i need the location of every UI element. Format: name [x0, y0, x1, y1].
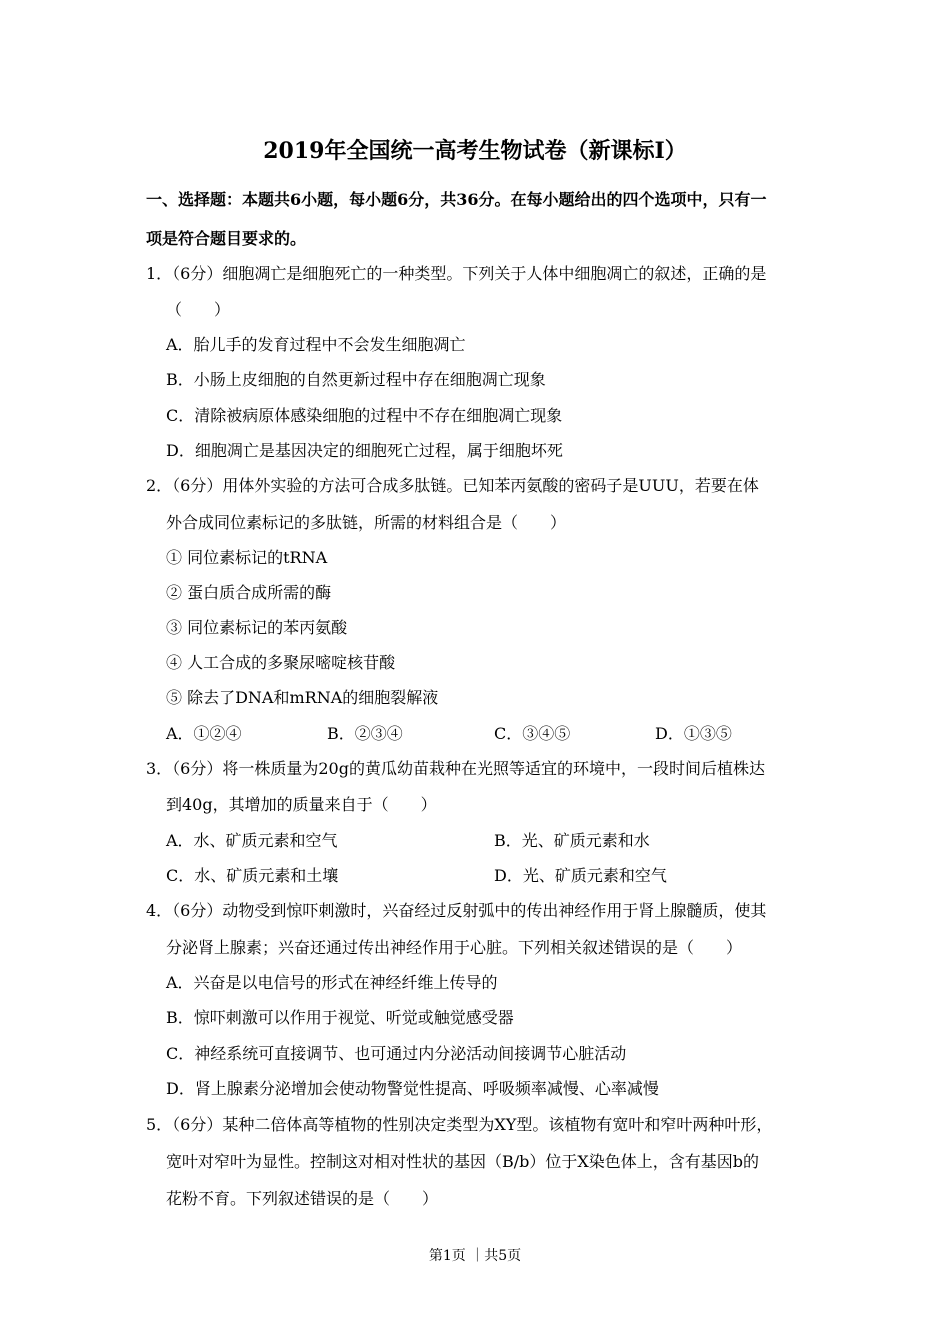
question-2-stem-line2: 外合成同位素标记的多肽链，所需的材料组合是（ ）	[166, 513, 567, 532]
question-5-stem-line3: 花粉不育。下列叙述错误的是（ ）	[166, 1189, 439, 1208]
question-4-stem-line2: 分泌肾上腺素；兴奋还通过传出神经作用于心脏。下列相关叙述错误的是（ ）	[166, 938, 743, 957]
question-1-stem-line1: 1．（6分）细胞凋亡是细胞死亡的一种类型。下列关于人体中细胞凋亡的叙述，正确的是	[146, 264, 767, 283]
question-2-item-3: ③ 同位素标记的苯丙氨酸	[166, 618, 348, 637]
question-5-stem-line1: 5．（6分）某种二倍体高等植物的性别决定类型为XY型。该植物有宽叶和窄叶两种叶形，	[146, 1115, 773, 1134]
question-2-item-2: ② 蛋白质合成所需的酶	[166, 583, 332, 602]
question-2-item-4: ④ 人工合成的多聚尿嘧啶核苷酸	[166, 653, 396, 672]
section-heading-line1: 一、选择题：本题共6小题，每小题6分，共36分。在每小题给出的四个选项中，只有一	[146, 190, 767, 209]
question-1-stem-line2: （ ）	[166, 300, 231, 319]
question-2-option-a: A．①②④	[166, 724, 242, 743]
question-5-stem-line2: 宽叶对窄叶为显性。控制这对相对性状的基因（B/b）位于X染色体上，含有基因b的	[166, 1152, 760, 1171]
question-4-option-a: A．兴奋是以电信号的形式在神经纤维上传导的	[166, 973, 498, 992]
question-3-stem-line2: 到40g，其增加的质量来自于（ ）	[166, 795, 437, 814]
question-1-option-b: B．小肠上皮细胞的自然更新过程中存在细胞凋亡现象	[166, 370, 546, 389]
question-1-option-d: D．细胞凋亡是基因决定的细胞死亡过程，属于细胞坏死	[166, 441, 563, 460]
question-3-option-b: B．光、矿质元素和水	[494, 831, 650, 850]
question-1-option-c: C．清除被病原体感染细胞的过程中不存在细胞凋亡现象	[166, 406, 563, 425]
question-2-option-d: D．①③⑤	[655, 724, 732, 743]
question-4-option-b: B．惊吓刺激可以作用于视觉、听觉或触觉感受器	[166, 1008, 514, 1027]
question-4-option-c: C．神经系统可直接调节、也可通过内分泌活动间接调节心脏活动	[166, 1044, 627, 1063]
question-3-option-c: C．水、矿质元素和土壤	[166, 866, 339, 885]
question-4-option-d: D．肾上腺素分泌增加会使动物警觉性提高、呼吸频率减慢、心率减慢	[166, 1079, 659, 1098]
question-2-item-5: ⑤ 除去了DNA和mRNA的细胞裂解液	[166, 688, 439, 707]
question-2-option-c: C．③④⑤	[494, 724, 571, 743]
question-3-stem-line1: 3．（6分）将一株质量为20g的黄瓜幼苗栽种在光照等适宜的环境中，一段时间后植株达	[146, 759, 765, 778]
question-4-stem-line1: 4．（6分）动物受到惊吓刺激时，兴奋经过反射弧中的传出神经作用于肾上腺髓质，使其	[146, 901, 767, 920]
question-1-option-a: A．胎儿手的发育过程中不会发生细胞凋亡	[166, 335, 466, 354]
section-heading-line2: 项是符合题目要求的。	[146, 229, 307, 248]
page-footer: 第1页 ｜共5页	[428, 1248, 522, 1264]
page-title: 2019年全国统一高考生物试卷（新课标Ⅰ）	[263, 138, 687, 164]
question-2-option-b: B．②③④	[327, 724, 403, 743]
question-2-item-1: ① 同位素标记的tRNA	[166, 548, 328, 567]
question-2-stem-line1: 2．（6分）用体外实验的方法可合成多肽链。已知苯丙氨酸的密码子是UUU，若要在体	[146, 476, 759, 495]
question-3-option-a: A．水、矿质元素和空气	[166, 831, 338, 850]
question-3-option-d: D．光、矿质元素和空气	[494, 866, 667, 885]
